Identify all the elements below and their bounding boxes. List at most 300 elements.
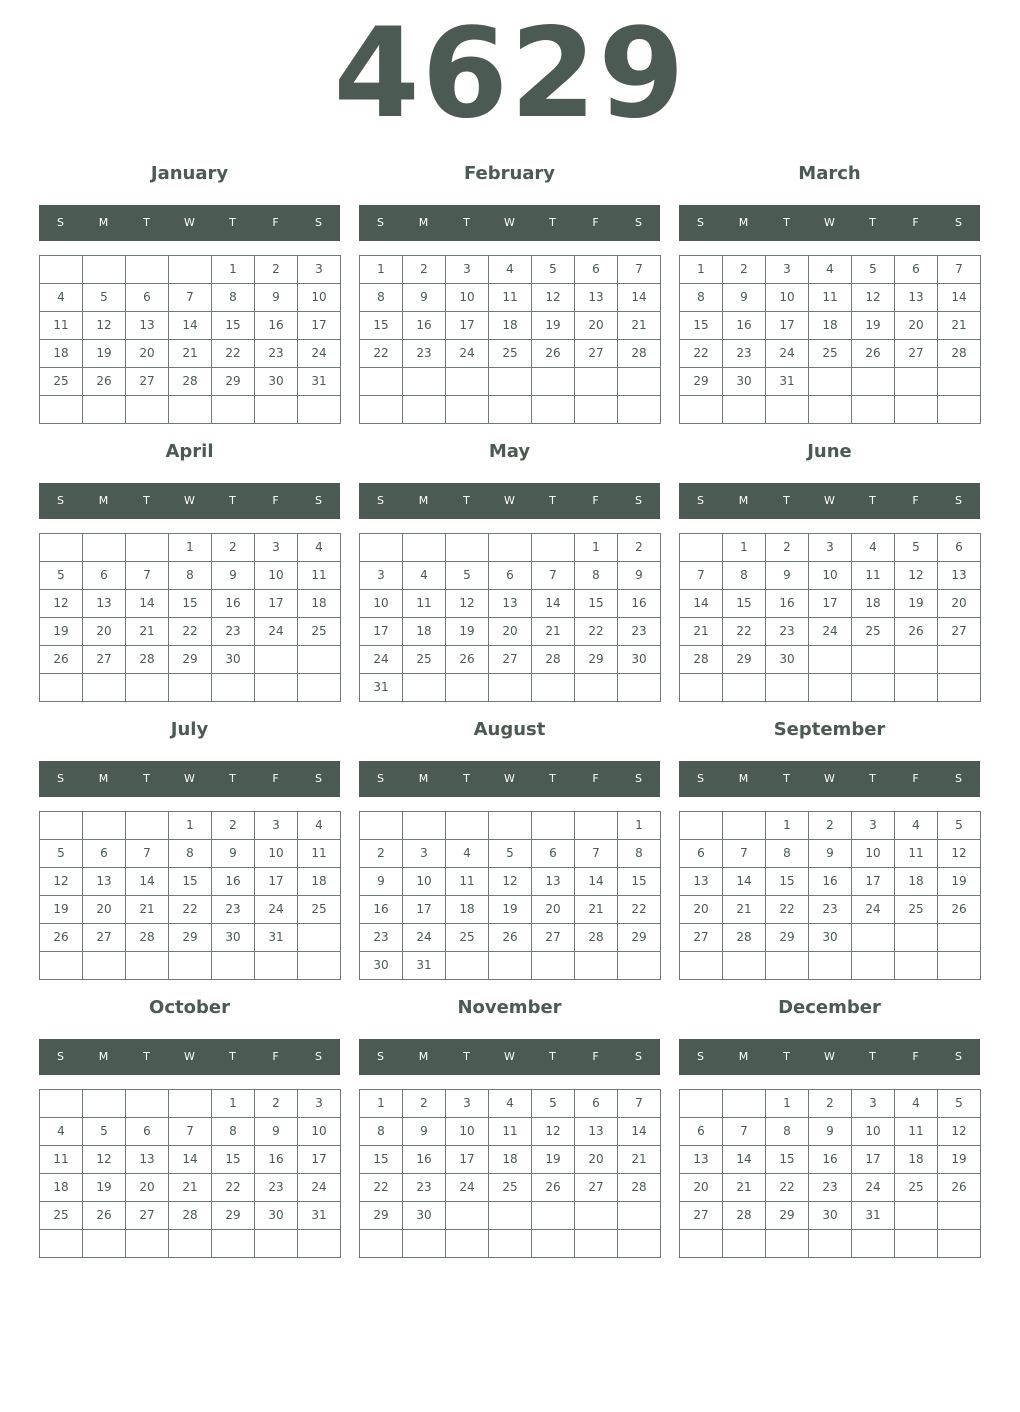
day-cell: 22 — [766, 896, 809, 924]
day-cell: 6 — [126, 1118, 169, 1146]
empty-day-cell — [40, 812, 83, 840]
day-cell: 6 — [938, 534, 981, 562]
day-cell: 4 — [489, 1090, 532, 1118]
day-cell: 28 — [618, 1174, 661, 1202]
empty-day-cell — [360, 1230, 403, 1258]
weekday-label: W — [504, 494, 515, 507]
day-cell: 23 — [255, 1174, 298, 1202]
day-cell: 14 — [126, 590, 169, 618]
month-title: August — [473, 719, 546, 740]
empty-day-cell — [40, 534, 83, 562]
day-cell: 27 — [83, 646, 126, 674]
weekday-label: S — [57, 1050, 64, 1063]
day-cell: 14 — [575, 868, 618, 896]
weekday-label: S — [377, 1050, 384, 1063]
day-cell: 7 — [618, 256, 661, 284]
day-cell: 25 — [298, 896, 341, 924]
day-cell: 4 — [895, 1090, 938, 1118]
day-cell: 25 — [489, 1174, 532, 1202]
day-cell: 27 — [680, 1202, 723, 1230]
day-cell: 23 — [212, 618, 255, 646]
day-cell: 25 — [40, 1202, 83, 1230]
day-cell: 9 — [212, 562, 255, 590]
day-cell: 10 — [255, 840, 298, 868]
empty-day-cell — [809, 952, 852, 980]
day-cell: 16 — [618, 590, 661, 618]
day-cell: 16 — [766, 590, 809, 618]
day-cell: 27 — [126, 1202, 169, 1230]
day-cell: 10 — [360, 590, 403, 618]
weekday-label: T — [783, 216, 790, 229]
empty-day-cell — [852, 924, 895, 952]
month-title: January — [150, 163, 229, 184]
day-grid — [39, 1089, 341, 1258]
day-cell: 6 — [895, 256, 938, 284]
day-cell: 22 — [169, 618, 212, 646]
day-cell: 3 — [360, 562, 403, 590]
empty-day-cell — [532, 396, 575, 424]
day-cell: 3 — [446, 256, 489, 284]
day-cell: 30 — [809, 924, 852, 952]
day-cell: 19 — [852, 312, 895, 340]
empty-day-cell — [298, 396, 341, 424]
day-cell: 26 — [40, 646, 83, 674]
empty-day-cell — [938, 646, 981, 674]
empty-day-cell — [40, 1090, 83, 1118]
weekday-header — [679, 483, 980, 519]
day-cell: 25 — [446, 924, 489, 952]
weekday-header — [359, 205, 660, 241]
empty-day-cell — [255, 646, 298, 674]
empty-day-cell — [169, 1230, 212, 1258]
empty-day-cell — [40, 1230, 83, 1258]
day-cell: 22 — [212, 340, 255, 368]
empty-day-cell — [169, 674, 212, 702]
month-july — [39, 714, 340, 984]
day-cell: 11 — [40, 1146, 83, 1174]
empty-day-cell — [575, 1202, 618, 1230]
day-cell: 13 — [83, 590, 126, 618]
day-cell: 5 — [532, 256, 575, 284]
weekday-label: M — [738, 772, 749, 785]
day-cell: 9 — [809, 840, 852, 868]
day-cell: 10 — [255, 562, 298, 590]
day-cell: 20 — [532, 896, 575, 924]
day-cell: 15 — [169, 590, 212, 618]
day-cell: 24 — [852, 1174, 895, 1202]
empty-day-cell — [83, 812, 126, 840]
day-cell: 31 — [298, 368, 341, 396]
weekday-label: W — [184, 216, 195, 229]
empty-day-cell — [83, 1090, 126, 1118]
day-cell: 28 — [126, 924, 169, 952]
day-cell: 13 — [126, 312, 169, 340]
day-cell: 20 — [680, 896, 723, 924]
day-cell: 25 — [895, 896, 938, 924]
empty-day-cell — [895, 924, 938, 952]
day-cell: 29 — [575, 646, 618, 674]
day-cell: 30 — [212, 646, 255, 674]
day-cell: 23 — [403, 1174, 446, 1202]
empty-day-cell — [298, 952, 341, 980]
weekday-header — [39, 205, 340, 241]
day-grid — [679, 255, 981, 424]
day-cell: 12 — [938, 840, 981, 868]
empty-day-cell — [809, 646, 852, 674]
day-cell: 2 — [618, 534, 661, 562]
empty-day-cell — [680, 1090, 723, 1118]
month-title: February — [463, 163, 556, 184]
day-cell: 4 — [40, 1118, 83, 1146]
day-cell: 15 — [575, 590, 618, 618]
month-title: December — [778, 997, 881, 1018]
day-cell: 18 — [40, 340, 83, 368]
empty-day-cell — [212, 952, 255, 980]
day-cell: 3 — [852, 812, 895, 840]
empty-day-cell — [83, 396, 126, 424]
day-cell: 21 — [169, 1174, 212, 1202]
empty-day-cell — [680, 812, 723, 840]
empty-day-cell — [403, 368, 446, 396]
day-cell: 7 — [618, 1090, 661, 1118]
day-cell: 15 — [766, 1146, 809, 1174]
day-cell: 2 — [723, 256, 766, 284]
day-cell: 30 — [809, 1202, 852, 1230]
day-cell: 19 — [895, 590, 938, 618]
day-cell: 26 — [532, 340, 575, 368]
day-cell: 12 — [938, 1118, 981, 1146]
weekday-label: W — [824, 772, 835, 785]
day-cell: 13 — [126, 1146, 169, 1174]
empty-day-cell — [852, 646, 895, 674]
weekday-label: S — [697, 216, 704, 229]
day-cell: 21 — [680, 618, 723, 646]
day-cell: 29 — [766, 924, 809, 952]
empty-day-cell — [938, 396, 981, 424]
day-cell: 20 — [83, 896, 126, 924]
empty-day-cell — [575, 396, 618, 424]
day-cell: 13 — [938, 562, 981, 590]
empty-day-cell — [169, 952, 212, 980]
day-cell: 27 — [680, 924, 723, 952]
weekday-label: S — [955, 772, 962, 785]
day-cell: 11 — [852, 562, 895, 590]
day-grid — [359, 255, 661, 424]
day-cell: 17 — [255, 868, 298, 896]
empty-day-cell — [126, 674, 169, 702]
month-title: June — [807, 441, 852, 462]
empty-day-cell — [852, 1230, 895, 1258]
day-cell: 1 — [212, 256, 255, 284]
day-cell: 15 — [212, 312, 255, 340]
day-cell: 26 — [40, 924, 83, 952]
empty-day-cell — [938, 924, 981, 952]
day-cell: 1 — [575, 534, 618, 562]
weekday-label: F — [272, 494, 279, 507]
month-november — [359, 992, 660, 1262]
empty-day-cell — [575, 1230, 618, 1258]
day-grid — [679, 533, 981, 702]
weekday-label: F — [912, 772, 919, 785]
day-cell: 11 — [40, 312, 83, 340]
empty-day-cell — [446, 534, 489, 562]
empty-day-cell — [723, 1230, 766, 1258]
empty-day-cell — [532, 368, 575, 396]
weekday-label: S — [697, 772, 704, 785]
empty-day-cell — [723, 1090, 766, 1118]
weekday-label: S — [955, 494, 962, 507]
weekday-label: M — [418, 494, 429, 507]
weekday-label: S — [57, 216, 64, 229]
empty-day-cell — [403, 1230, 446, 1258]
day-cell: 30 — [766, 646, 809, 674]
day-cell: 4 — [895, 812, 938, 840]
day-cell: 4 — [40, 284, 83, 312]
day-cell: 14 — [532, 590, 575, 618]
empty-day-cell — [809, 1230, 852, 1258]
day-cell: 12 — [532, 1118, 575, 1146]
day-cell: 11 — [446, 868, 489, 896]
day-cell: 9 — [723, 284, 766, 312]
day-cell: 13 — [575, 284, 618, 312]
weekday-header — [679, 205, 980, 241]
day-cell: 5 — [938, 1090, 981, 1118]
day-cell: 7 — [532, 562, 575, 590]
weekday-label: T — [463, 772, 470, 785]
weekday-label: W — [184, 494, 195, 507]
empty-day-cell — [618, 396, 661, 424]
day-cell: 17 — [446, 1146, 489, 1174]
day-cell: 31 — [403, 952, 446, 980]
day-cell: 20 — [680, 1174, 723, 1202]
weekday-label: S — [697, 1050, 704, 1063]
day-cell: 31 — [852, 1202, 895, 1230]
day-cell: 11 — [298, 840, 341, 868]
day-cell: 21 — [575, 896, 618, 924]
day-cell: 29 — [169, 646, 212, 674]
day-cell: 14 — [169, 312, 212, 340]
empty-day-cell — [126, 812, 169, 840]
day-cell: 3 — [809, 534, 852, 562]
day-cell: 3 — [298, 1090, 341, 1118]
day-cell: 19 — [532, 1146, 575, 1174]
day-cell: 27 — [575, 340, 618, 368]
day-cell: 29 — [360, 1202, 403, 1230]
day-cell: 23 — [723, 340, 766, 368]
day-cell: 9 — [766, 562, 809, 590]
day-cell: 12 — [40, 868, 83, 896]
day-cell: 23 — [766, 618, 809, 646]
empty-day-cell — [126, 952, 169, 980]
weekday-label: T — [463, 216, 470, 229]
day-cell: 24 — [766, 340, 809, 368]
day-cell: 8 — [723, 562, 766, 590]
day-cell: 31 — [360, 674, 403, 702]
empty-day-cell — [403, 396, 446, 424]
month-march — [679, 158, 980, 428]
day-cell: 6 — [680, 1118, 723, 1146]
day-cell: 18 — [403, 618, 446, 646]
weekday-header — [359, 761, 660, 797]
day-cell: 24 — [298, 1174, 341, 1202]
day-cell: 9 — [360, 868, 403, 896]
weekday-label: T — [229, 494, 236, 507]
day-cell: 8 — [575, 562, 618, 590]
day-cell: 24 — [446, 340, 489, 368]
day-cell: 6 — [489, 562, 532, 590]
day-cell: 21 — [723, 896, 766, 924]
empty-day-cell — [169, 1090, 212, 1118]
day-cell: 15 — [766, 868, 809, 896]
day-cell: 18 — [895, 1146, 938, 1174]
day-cell: 18 — [895, 868, 938, 896]
day-cell: 1 — [766, 812, 809, 840]
empty-day-cell — [40, 396, 83, 424]
day-cell: 27 — [489, 646, 532, 674]
weekday-header — [679, 761, 980, 797]
day-cell: 9 — [618, 562, 661, 590]
empty-day-cell — [446, 368, 489, 396]
day-cell: 14 — [723, 868, 766, 896]
day-cell: 23 — [618, 618, 661, 646]
weekday-label: S — [377, 494, 384, 507]
day-cell: 3 — [403, 840, 446, 868]
weekday-label: W — [824, 1050, 835, 1063]
empty-day-cell — [403, 674, 446, 702]
day-cell: 19 — [83, 340, 126, 368]
day-cell: 14 — [618, 284, 661, 312]
day-cell: 17 — [360, 618, 403, 646]
day-cell: 23 — [403, 340, 446, 368]
empty-day-cell — [360, 812, 403, 840]
day-cell: 10 — [298, 1118, 341, 1146]
day-cell: 19 — [938, 1146, 981, 1174]
empty-day-cell — [489, 952, 532, 980]
empty-day-cell — [575, 368, 618, 396]
day-cell: 1 — [169, 812, 212, 840]
weekday-label: T — [869, 1050, 876, 1063]
empty-day-cell — [255, 952, 298, 980]
day-cell: 5 — [446, 562, 489, 590]
weekday-label: T — [229, 1050, 236, 1063]
month-title: March — [798, 163, 861, 184]
empty-day-cell — [938, 368, 981, 396]
empty-day-cell — [489, 1202, 532, 1230]
weekday-label: S — [57, 494, 64, 507]
day-cell: 22 — [360, 340, 403, 368]
empty-day-cell — [212, 396, 255, 424]
day-cell: 8 — [766, 1118, 809, 1146]
day-cell: 30 — [618, 646, 661, 674]
day-grid — [39, 533, 341, 702]
day-cell: 2 — [212, 812, 255, 840]
empty-day-cell — [83, 674, 126, 702]
weekday-label: S — [635, 1050, 642, 1063]
day-cell: 10 — [298, 284, 341, 312]
day-cell: 16 — [255, 312, 298, 340]
day-cell: 21 — [126, 618, 169, 646]
day-cell: 9 — [255, 1118, 298, 1146]
day-cell: 28 — [723, 924, 766, 952]
day-cell: 24 — [809, 618, 852, 646]
day-cell: 12 — [83, 1146, 126, 1174]
day-cell: 12 — [895, 562, 938, 590]
day-cell: 2 — [766, 534, 809, 562]
day-cell: 13 — [532, 868, 575, 896]
day-cell: 10 — [446, 1118, 489, 1146]
day-cell: 27 — [895, 340, 938, 368]
weekday-label: M — [98, 216, 109, 229]
day-cell: 22 — [680, 340, 723, 368]
day-cell: 3 — [766, 256, 809, 284]
year-title: 4629 — [333, 2, 687, 146]
month-title: October — [149, 997, 230, 1018]
month-title: July — [170, 719, 209, 740]
day-cell: 26 — [446, 646, 489, 674]
day-cell: 20 — [126, 340, 169, 368]
day-grid — [359, 811, 661, 980]
weekday-header — [679, 1039, 980, 1075]
empty-day-cell — [680, 952, 723, 980]
empty-day-cell — [169, 256, 212, 284]
day-cell: 9 — [255, 284, 298, 312]
empty-day-cell — [895, 674, 938, 702]
empty-day-cell — [852, 368, 895, 396]
empty-day-cell — [895, 952, 938, 980]
empty-day-cell — [255, 396, 298, 424]
empty-day-cell — [680, 1230, 723, 1258]
empty-day-cell — [575, 674, 618, 702]
day-cell: 25 — [809, 340, 852, 368]
day-cell: 22 — [723, 618, 766, 646]
day-cell: 10 — [852, 1118, 895, 1146]
day-cell: 11 — [895, 840, 938, 868]
day-cell: 1 — [618, 812, 661, 840]
weekday-label: W — [504, 216, 515, 229]
day-cell: 6 — [126, 284, 169, 312]
day-cell: 29 — [723, 646, 766, 674]
empty-day-cell — [575, 952, 618, 980]
empty-day-cell — [403, 812, 446, 840]
empty-day-cell — [489, 368, 532, 396]
day-cell: 24 — [298, 340, 341, 368]
empty-day-cell — [532, 1230, 575, 1258]
day-cell: 28 — [169, 368, 212, 396]
day-cell: 13 — [680, 868, 723, 896]
day-cell: 29 — [618, 924, 661, 952]
day-grid — [679, 811, 981, 980]
day-cell: 4 — [298, 534, 341, 562]
empty-day-cell — [298, 924, 341, 952]
day-cell: 12 — [40, 590, 83, 618]
day-cell: 28 — [575, 924, 618, 952]
weekday-label: M — [738, 1050, 749, 1063]
weekday-label: F — [272, 1050, 279, 1063]
weekday-header — [359, 483, 660, 519]
empty-day-cell — [895, 1230, 938, 1258]
day-cell: 2 — [809, 812, 852, 840]
empty-day-cell — [212, 1230, 255, 1258]
day-cell: 23 — [809, 896, 852, 924]
day-cell: 26 — [83, 368, 126, 396]
day-cell: 15 — [618, 868, 661, 896]
day-cell: 30 — [360, 952, 403, 980]
day-cell: 7 — [169, 284, 212, 312]
day-cell: 2 — [809, 1090, 852, 1118]
day-cell: 12 — [532, 284, 575, 312]
day-cell: 27 — [532, 924, 575, 952]
empty-day-cell — [360, 396, 403, 424]
